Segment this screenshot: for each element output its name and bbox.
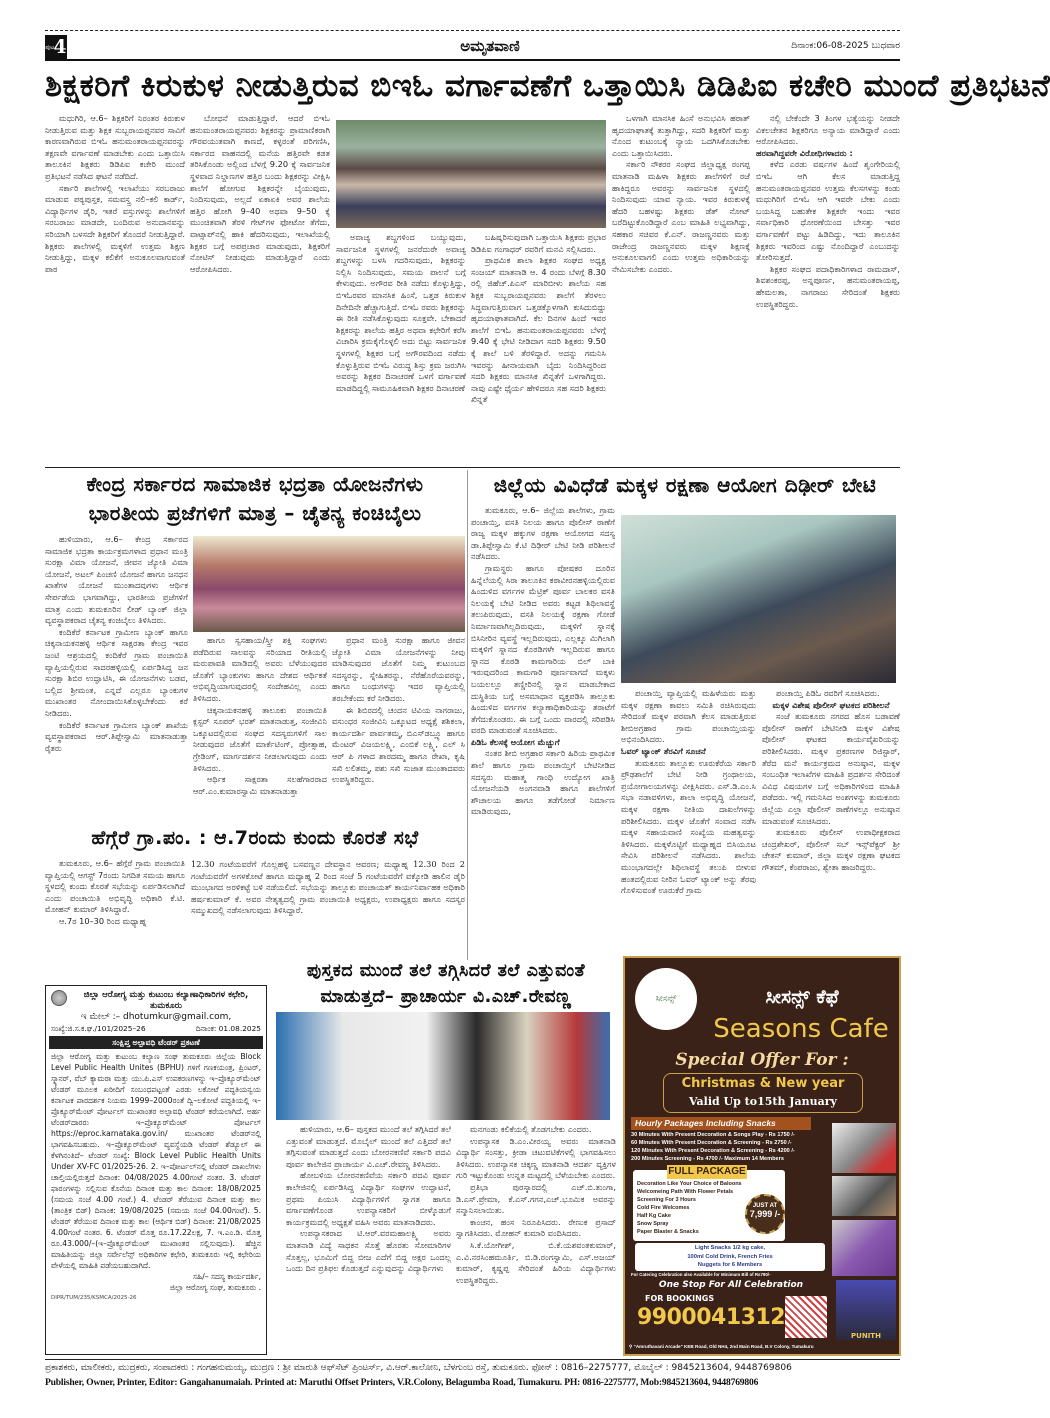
venue-photo-3 [836, 1280, 896, 1340]
hourly-list [631, 1131, 829, 1163]
article-paragraph: ಮನಗಂಡು ಕಲಿಕೆಯಲ್ಲಿ ತೊಡಗಬೇಕು ಎಂದರು. [470, 1124, 592, 1134]
hourly-item: 200 Minutes Screening - Rs 4700 /- Maximum 14 Members [631, 1156, 784, 1162]
hourly-item: 120 Minutes With Present Decoration & Screening - Rs 4200 /- [631, 1148, 795, 1154]
package-item: Snow Spray [637, 1221, 669, 1227]
article-paragraph: ಪ್ರತಿಭಾ ಪುರಸ್ಕಾರದಲ್ಲಿ ಎಚ್.ಬಿ.ತುಂಗಾ, ಡಿ.ಎಸ್.ಪ್ರೇಮಾ, ಕೆ.ಎಸ್.ಗಗನ,ಎಚ್.ಭೂಮಿಕ ಅವರನ್ನು ಸನ್ಮಾನಿಸಲಾಯಿತು. [456, 1181, 616, 1216]
article-paragraph: ಪಿಡಿಓ ಕೆಲಸಕ್ಕೆ ಆಯೋಗ ಮೆಚ್ಚುಗೆ [471, 736, 560, 747]
page-label: ಪುಟ [45, 43, 55, 51]
bookings-label: FOR BOOKINGS [645, 1294, 715, 1303]
header-rule [45, 59, 900, 61]
article-paragraph: ಹರವಾಗಿದ್ದವರೇ ವಿರೋಧಿಗಳಾದರು : [756, 147, 853, 158]
child-rights-col-3 [762, 688, 900, 956]
page-number-box [45, 35, 67, 59]
article-paragraph: ಪ್ರಾಥಮಿಕ ಶಾಲಾ ಶಿಕ್ಷಕರ ಸಂಘದ ಅಧ್ಯಕ್ಷ ಸಂಜಯ್ ಮಾತನಾಡಿ ಆ. 4 ರಂದು ಬೆಳಗ್ಗೆ 8.30 ರಲ್ಲಿ ಜಿಹೆಚ್.ಪಿಎಸ್ ಮಾರಿಬೀಳು ಶಾಲೆಯ ಸಹ ಶಿಕ್ಷಕ ಸುಬ್ಬರಾಯಪ್ಪನವರು ಶಾಲೆಗೆ ತೆರಳಲು ಸಿದ್ಧವಾಗುತ್ತಿರುವಾಗ ಒತ್ತಡಕ್ಕೊಳಗಾಗಿ ಕುಸಿದುಬಿದ್ದು ಹೃದಯಾಘಾತವಾಗಿದೆ. ಕೆಲ ದಿನಗಳ ಹಿಂದೆ ಇವರ ಶಾಲೆಗೆ ಬಿಇಓ ಹನುಮಂತರಾಯಪ್ಪನವರು ಬೆಳಗ್ಗೆ 9.40 ಕ್ಕೆ ಭೇಟಿ ನೀಡಿದಾಗ ಸದರಿ ಶಿಕ್ಷಕರು 9.50 ಕ್ಕೆ ಶಾಲೆ ಬಳಿ ತೆರಳಿದ್ದಾರೆ. ಅದನ್ನು ಗಮನಿಸಿ ಇವರನ್ನು ಹೀನಾಯವಾಗಿ ಬೈದು ನಿಂದಿಸಿದ್ದರಿಂದ ಸದರಿ ಶಿಕ್ಷಕರು ಮಾನಸಿಕ ಖಿನ್ನತೆಗೆ ಒಳಗಾಗಿದ್ದರು. ನಾವು ಎಷ್ಟೇ ಧೈರ್ಯ ಹೇಳಿದರೂ ಸಹ ಸದರಿ ಶಿಕ್ಷಕರು ಖಿನ್ನತೆ [471, 255, 606, 405]
price-badge [745, 1194, 785, 1234]
cafe-name-kannada: ಸೀಸನ್ಸ್ ಕೆಫೆ [765, 986, 839, 1008]
article-paragraph: ಉಪನ್ಯಾಸಕರಾದ ಟಿ.ಆರ್.ವರಮಹಾಲಕ್ಷ್ಮಿ ಅವರು ಮಾತನಾಡಿ ವಿದ್ಯೆ ಸಾಧಕನ ಸೊತ್ತೆ ಹೊರತು ಸೋಮಾರಿಗಳ ಸೊತ್ತಲ್ಲ, ಭೂಮಿಗೆ ಬಿದ್ದ ಬೀಜ ಎದೆಗೆ ಬಿದ್ದ ಅಕ್ಷರ ಒಂದಲ್ಲ ಒಂದು ದಿನ ಪ್ರತಿಫಲ ಕೊಡುತ್ತದೆ ಎನ್ನುವುದನ್ನು ವಿದ್ಯಾರ್ಥಿಗಳು [286, 1228, 451, 1274]
occasion-frame [663, 1073, 863, 1113]
venue-photo-1 [832, 1123, 896, 1173]
seasons-cafe-ad [623, 956, 901, 1356]
package-item: Half Kg Cake [637, 1213, 671, 1219]
package-item: Cold Fire Welcomes [637, 1205, 690, 1211]
government-seal-icon [51, 990, 67, 1006]
hourly-item: 60 Minutes With Present Decoration & Screening - Rs 2750 /- [631, 1140, 792, 1146]
snacks-line: Nuggets for 6 Members [697, 1262, 763, 1268]
article-paragraph: ಹುಳಿಯಾರು, ಆ.6– ಪುಸ್ತಕದ ಮುಂದೆ ತಲೆ ತಗ್ಗಿಸಿದರೆ ತಲೆ ಎತ್ತುವಂತೆ ಮಾಡುತ್ತದೆ. ಮೊಬೈಲ್ ಮುಂದೆ ತಲೆ ಎತ್ತಿದರೆ ತಲೆ ತಗ್ಗಿಸುವಂತೆ ಮಾಡುತ್ತದೆ ಎಂದು ಬೋರನಕಣಿವೆ ಸರ್ಕಾರಿ ಪದವಿ ಪೂರ್ವ ಕಾಲೇಜಿನ ಪ್ರಾಚಾರ್ಯ ವಿ.ಎಚ್.ರೇವಣ್ಣ ತಿಳಿಸಿದರು. [286, 1124, 451, 1169]
book-headline-1: ಪುಸ್ತಕದ ಮುಂದೆ ತಲೆ ತಗ್ಗಿಸಿದರೆ ತಲೆ ಎತ್ತುವಂತೆ [306, 961, 586, 981]
child-rights-col-2 [621, 688, 756, 956]
tender-date: ದಿನಾಂಕ: 01.08.2025 [195, 1024, 261, 1033]
lead-col-2 [190, 113, 330, 463]
social-security-headline-2: ಭಾರತೀಯ ಪ್ರಜೆಗಳಿಗೆ ಮಾತ್ರ – ಚೈತನ್ಯ ಕಂಚಿಬೈಲು [88, 501, 422, 525]
price-label: JUST AT [752, 1203, 778, 1209]
tender-ref: ಸಂಖ್ಯೆ:ಜಿ.ಸ.ಕ.ಘ./101/2025–26 [51, 1024, 146, 1033]
article-paragraph: ಬೋಧನೆ ಮಾಡುತ್ತಿದ್ದಾರೆ. ಆದರೆ ಬಿಇಓ ಹನುಮಂತರಾಯಪ್ಪನವರು ಶಿಕ್ಷಕರನ್ನು ಪ್ರಾಮಾಣಿಕರಾಗಿ ಗೌರವಯುತವಾಗಿ ಕಾಣದೆ, ಕಳ್ಳರಂತೆ ಪರಿಗಣಿಸಿ, ಸರ್ಕಾರದ ವಾಹನದಲ್ಲಿ ಮನೆಯ ಹತ್ತಿರವೇ ಕಡತ ತರಿಸಿಕೊಂಡು ಅಲ್ಲಿಂದ ಬೆಳಗ್ಗೆ 9.20 ಕ್ಕೆ ಸಾರ್ವಜನಿಕ ಸ್ಥಳವಾದ ನಿಲ್ದಾಣಗಳ ಹತ್ತಿರ ಬಂದು ಶಿಕ್ಷಕರನ್ನು ವೀಕ್ಷಿಸಿ ಶಾಲೆಗೆ ಹೋಗುವ ಶಿಕ್ಷಕರನ್ನೇ ಬೈಯುವುದು, ನಿಂದಿಸುವುದು, ಅಲ್ಲದೆ ಏಕಾಏಕಿ ಅವರ ಶಾಲೆಯ ಹತ್ತಿರ ಹೋಗಿ 9–40 ಅಥವಾ 9–50 ಕ್ಕೆ ಮುಂಚಿತವಾಗಿ ತೆರಳಿ ಗೇಟ್‌ಗಳ ಫೋಟೋ ತೆಗೆದು, ವಾಟ್ಸಾಪ್‌ನಲ್ಲಿ ಹಾಕಿ ಹೆದರಿಸುವುದು, ಇಲಾಖೆಯಲ್ಲಿ ಶಿಕ್ಷಕರ ಬಗ್ಗೆ ಅಪಪ್ರಚಾರ ಮಾಡುವುದು, ಶಿಕ್ಷಕರಿಗೆ ನೋಟಿಸ್ ನೀಡುವುದು ಮಾಡುತ್ತಿದ್ದಾರೆ ಎಂದು ಆರೋಪಿಸಿದರು. [190, 113, 330, 274]
article-paragraph: ಚಿಕ್ಕನಾಯಕನಹಳ್ಳಿ ತಾಲೂಕು ಪಂಚಾಯಿತಿ ಕ್ಲಸ್ಟರ್ ಸೂಪರ್ ಭರತ್ ಮಾತನಾಡುತ್ತ, ಸಂಜೀವಿನಿ ಒಕ್ಕೂಟದಲ್ಲಿರುವ ಸಂಘದ ಸದಸ್ಯರುಗಳಿಗೆ ಸಾಲ ನೀಡುವುದರ ಜೊತೆಗೆ ಮಾರ್ಕೆಟಿಂಗ್, ಪ್ರೋತ್ಸಾಹ, ಗ್ರೇಡಿಂಗ್, ಮಾರ್ಗದರ್ಶನ ನೀಡಲಾಗುವುದು ಎಂದು ತಿಳಿಸಿದರು. [193, 704, 327, 773]
article-paragraph: ಬಹಿಷ್ಕರಿಸುವುದಾಗಿ ಒತ್ತಾಯಿಸಿ ಶಿಕ್ಷಕರು ಪ್ರಭಾರ ಡಿಡಿಪಿಐ ಗಂಗಾಧರ್ ರವರಿಗೆ ಮನವಿ ಸಲ್ಲಿಸಿದರು. [471, 232, 606, 254]
article-paragraph: ಹೋಬಳಿಯ ಬೋರನಕಣಿವೆಯ ಸರ್ಕಾರಿ ಪದವಿ ಪೂರ್ವ ಕಾಲೇಜಿನಲ್ಲಿ ಏರ್ಪಡಿಸಿದ್ದ ವಿದ್ಯಾರ್ಥಿ ಸಂಘಗಳ ಉದ್ಘಾಟನೆ, ಪ್ರಥಮ ಪಿಯುಸಿ ವಿದ್ಯಾರ್ಥಿಗಳಿಗೆ ಸ್ವಾಗತ ಹಾಗೂ ವರ್ಗಾವಣೆಗೊಂಡ ಉಪನ್ಯಾಸಕರಿಗೆ ಬೀಳ್ಕೊಡುಗೆ ಕಾರ್ಯಕ್ರಮದಲ್ಲಿ ಅಧ್ಯಕ್ಷತೆ ವಹಿಸಿ ಅವರು ಮಾತನಾಡಿದರು. [286, 1170, 451, 1227]
article-paragraph: ಕಂದಿಕೆರೆ ಕರ್ನಾಟಕ ಗ್ರಾಮೀಣ ಬ್ಯಾಂಕ್ ಶಾಖೆಯ ವ್ಯವಸ್ಥಾಪಕರಾದ ಆರ್.ತಿಪ್ಪೇಸ್ವಾಮಿ ಮಾತನಾಡುತ್ತಾ ರೈತರು [45, 719, 188, 753]
tender-notice [45, 985, 267, 1355]
lead-headline: ಶಿಕ್ಷಕರಿಗೆ ಕಿರುಕುಳ ನೀಡುತ್ತಿರುವ ಬಿಇಓ ವರ್ಗಾವಣೆಗೆ ಒತ್ತಾಯಿಸಿ ಡಿಡಿಪಿಐ ಕಚೇರಿ ಮುಂದೆ ಪ್ರತಿಭಟನೆ [45, 68, 1050, 104]
catering-note: For Catering Celebration also Available for Minimum Bill of Rs790/- [631, 1272, 771, 1277]
lead-col-6 [756, 113, 900, 463]
package-item: Screening For 3 Hours [637, 1197, 696, 1203]
location-pin-icon: ⚲ [629, 1344, 634, 1349]
article-paragraph: ಶಿಕ್ಷಕರ ಸಂಘದ ಪದಾಧಿಕಾರಿಗಳಾದ ರಾಮದಾಸ್, ಶಿವಶಂಕರಪ್ಪ, ಅನ್ನಪೂರ್ಣ, ಹನುಮಂತರಾಯಪ್ಪ, ಹೇಮಲತಾ, ನಾಗರಾಜು ಸೇರಿದಂತೆ ಶಿಕ್ಷಕರು ಉಪಸ್ಥಿತರಿದ್ದರು. [756, 263, 900, 309]
column-rule [467, 470, 468, 960]
hourly-item: 30 Minutes With Present Decoration & Songs Play - Rs 1750 /- [631, 1132, 795, 1138]
tender-office: ಜಿಲ್ಲಾ ಆರೋಗ್ಯ ಮತ್ತು ಕುಟುಂಬ ಕಲ್ಯಾಣಾಧಿಕಾರಿಗಳ ಕಛೇರಿ, ತುಮಕೂರು [83, 990, 249, 1011]
heggere-col-1 [45, 858, 185, 976]
social-security-col-2 [193, 635, 327, 819]
valid-until: Valid Up to15th January [689, 1095, 837, 1108]
booking-phone: 9900041312 [637, 1305, 786, 1330]
article-paragraph: ಸರ್ಕಾರಿ ನೌಕರರ ಸಂಘದ ಜಿಲ್ಲಾಧ್ಯಕ್ಷ ರಂಗಪ್ಪ ಮಾತನಾಡಿ ಮಹಿಳಾ ಶಿಕ್ಷಕರು ಶಾಲೆಗಳಿಗೆ ರಜೆ ಹಾಕಿದ್ದರೂ ಅವರನ್ನು ಸಾರ್ವಜನಿಕ ಸ್ಥಳದಲ್ಲಿ ನಿಂದಿಸುವುದು ಯಾವ ನ್ಯಾಯ. ಇವರ ಕಿರುಕುಳಕ್ಕೆ ಹೆದರಿ ಬಹಳಷ್ಟು ಶಿಕ್ಷಕರು ಡೆತ್ ನೋಟ್ ಬರೆದಿಟ್ಟುಕೊಂಡಿದ್ದಾರೆ ಎಂಬ ಮಾಹಿತಿ ಲಭ್ಯವಾಗಿದ್ದು, ಸಹಕಾರ ಸಚಿವರ ಕೆ.ಎನ್. ರಾಜಣ್ಣನವರು ಮತ್ತು ರಾಜೇಂದ್ರ ರಾಜಣ್ಣನವರು ಮಕ್ಕಳ ಶಿಕ್ಷಣಕ್ಕೆ ಅನುಕೂಲವಾಗಲಿ ಎಂದು ಉತ್ತಮ ಅಧಿಕಾರಿಯನ್ನು ನೇಮಿಸಬೇಕು ಎಂದರು. [612, 159, 750, 274]
article-paragraph: ತುಮಕೂರು ತಾಲ್ಲೂಕು ಊರುಕೆರೆಯ ಸರ್ಕಾರಿ ಪ್ರೌಢಶಾಲೆಗೆ ಬೇಟಿ ನೀಡಿ ಗ್ರಂಥಾಲಯ, ಪ್ರಯೋಗಾಲಯಗಳನ್ನು ವೀಕ್ಷಿಸಿದರು. ಎಸ್.ಡಿ.ಎಂ.ಸಿ ಸಭಾ ನಡಾವಳಿಗಳು, ಶಾಲಾ ಅಭಿವೃದ್ಧಿ ಯೋಜನೆ, ಮಕ್ಕಳ ರಕ್ಷಣಾ ನೀತಿಯ ದಾಖಲೆಗಳನ್ನು ಪರಿಶೀಲಿಸಿದರು. ಮಕ್ಕಳ ಜೊತೆಗೆ ಸಂವಾದ ನಡೆಸಿ ಮಕ್ಕಳ ಸಹಾಯವಾಣಿ ಸಂಖ್ಯೆಯ ಮಹತ್ವವನ್ನು ತಿಳಿಸಿದರು. ಮಕ್ಕಳೊಟ್ಟಿಗೆ ಮಧ್ಯಾಹ್ನದ ಬಿಸಿಯೂಟ ಸೇವಿಸಿ ಪರಿಶೀಲನೆ ನಡೆಸಿದರು. ಶಾಲೆಯ ಮುಂಭಾಗದಲ್ಲೇ ಶಿಥಿಲಾವಸ್ಥೆ ತಲುಪಿ ಬೀಳುವ ಹಂತದಲ್ಲಿರುವ ನೀರಿನ ಓವರ್ ಟ್ಯಾಂಕ್ ಅನ್ನು ತೆರವು ಗೊಳಿಸುವಂತೆ ಊರುಕೆರೆ ಗ್ರಾಮ [621, 757, 756, 896]
article-paragraph: ನಂತರ ಶೀಬಿ ಅಗ್ರಹಾರ ಸರ್ಕಾರಿ ಹಿರಿಯ ಪ್ರಾಥಮಿಕ ಶಾಲೆ ಹಾಗೂ ಗ್ರಾಮ ಪಂಚಾಯ್ತಿಗೆ ಬೇಟಿನೀಡಿದ ಸದಸ್ಯರು ಮಹಾತ್ಮ ಗಾಂಧಿ ಉದ್ಯೋಗ ಖಾತ್ರಿ ಯೋಜನೆಯಡಿ ಅಂಗನವಾಡಿ ಹಾಗೂ ಶಾಲೆಗಳಿಗೆ ಶೌಚಾಲಯ ಹಾಗೂ ತಡೆಗೋಡೆ ನಿರ್ಮಾಣ ಮಾಡಿರುವುದು, [471, 748, 615, 817]
tender-sign-2: ಜಿಲ್ಲಾ ಆರೋಗ್ಯ ಸಂಘ, ತುಮಕೂರು . [169, 1283, 261, 1292]
tender-body: ಜಿಲ್ಲಾ ಆರೋಗ್ಯ ಮತ್ತು ಕುಟುಂಬ ಕಲ್ಯಾಣ ಸಂಘ ತುಮಕೂರು ಜಿಲ್ಲೆಯ Block Level Public Health Unites (BPHU) ಗಳಿಗೆ ಗಣಕಯಂತ್ರ, ಪ್ರಿಂಟರ್, ಸ್ಕ್ಯಾನರ್, ವೆಬ್ ಕ್ಯಾಮರಾ ಮತ್ತು ಯು.ಪಿ.ಎಸ್ ಉಪಕರಣಗಳನ್ನು ಇ–ಪ್ರೊಕ್ಯೂರ್‌ಮೆಂಟ್ ಟೆಂಡರ್ ಮೂಲಕ ಖರೀದಿಗೆ ಸಂಬಂಧಪಟ್ಟಂತೆ ಎರಡು ಲಕೋಟೆ ಪದ್ಧತಿಯನ್ವಯ ಕರ್ನಾಟಕ ಪಾರದರ್ಶಕ ನಿಯಮ 1999–2000ರಂತೆ ದ್ವಿ–ಲಕೋಟೆ ಪದ್ಧತಿಯಲ್ಲಿ ಇ–ಪ್ರೊಕ್ಯೂರ್‌ಮೆಂಟ್ ಪೋರ್ಟಲ್ ಮುಖಾಂತರ ಅಲ್ಪಾವಧಿ ಟೆಂಡರ್ ಕರೆಯಲಾಗಿದೆ. ಅರ್ಹ ಟೆಂಡರ್‌ದಾರರು ಇ–ಪ್ರೊಕ್ಯೂರ್‌ಮೆಂಟ್ ಪೋರ್ಟಲ್ https://eproc.karnataka.gov.in/ ಮುಖಾಂತರ ಟೆಂಡರ್‌ನಲ್ಲಿ ಭಾಗವಹಿಸಬಹುದು. ಇ–ಪ್ರೊಕ್ಯೂರ್‌ಮೆಂಟ್ ವ್ಯವಸ್ಥೆಯಡಿ ಟೆಂಡರ್ ಶೆಡ್ಯೂಲ್ ಈ ಕೆಳಗಿನಂತಿದೆ– ಟೆಂಡರ್ ಸಂಖ್ಯೆ: Block Level Public Health Units Under XV-FC 01/2025-26. 2. ಇ–ಪೋರ್ಟಲ್‌ನಲ್ಲಿ ಟೆಂಡರ್ ದಾಖಲೆಗಳು ಚಾಲ್ತಿಯಲ್ಲಿರುತ್ತದೆ ದಿನಾಂಕ: 04/08/2025 4.00ಗಂಟೆ ನಂತರ. 3. ಟೆಂಡರ್ ಫಾರಂಗಳನ್ನು ಸಲ್ಲಿಸುವ ಕೊನೆಯ ದಿನಾಂಕ ಮತ್ತು ಕಾಲ ದಿನಾಂಕ: 18/08/2025 (ಸಮಯ ಸಂಜೆ 4.00 ಗಂಟೆ.) 4. ಟೆಂಡರ್ ತೆರೆಯುವ ದಿನಾಂಕ ಮತ್ತು ಕಾಲ (ತಾಂತ್ರಿಕ ಬಿಡ್) ದಿನಾಂಕ: 19/08/2025 (ಸಮಯ ಸಂಜೆ 04.00ಗಂಟೆ). 5. ಟೆಂಡರ್ ತೆರೆಯುವ ದಿನಾಂಕ ಮತ್ತು ಕಾಲ (ಆರ್ಥಿಕ ಬಿಡ್) ದಿನಾಂಕ: 21/08/2025 4.00ಗಂಟೆ ನಂತರ. 6. ಟೆಂಡರ್ ಮೊತ್ತ ರೂ.17.22ಲಕ್ಷ, 7. ಇ.ಎಂ.ಡಿ. ಮೊತ್ತ ರೂ.43.000/–(ಇ–ಪ್ರೊಕ್ಯೂರ್‌ಮೆಂಟ್ ಮುಖಾಂತರ ಸಲ್ಲಿಸುವುದು). ಹೆಚ್ಚಿನ ಮಾಹಿತಿಯನ್ನು ಜಿಲ್ಲಾ ಸರ್ವೇಲೆನ್ಸ್ ಅಧಿಕಾರಿಗಳ ಕಛೇರಿ, ತುಮಕೂರು ಇಲ್ಲಿ ಕಛೇರಿಯ ವೇಳೆಯಲ್ಲಿ ಮಾಹಿತಿ ಪಡೆಯಬಹುದಾಗಿದೆ. [51, 1052, 261, 1270]
child-rights-photo-classroom [621, 515, 896, 683]
article-paragraph: ಪಂಚಾಯ್ತಿ ವ್ಯಾಪ್ತಿಯಲ್ಲಿ ಮಹಿಳೆಯರು ಮತ್ತು ಮಕ್ಕಳ ರಕ್ಷಣಾ ಕಾವಲು ಸಮಿತಿ ರಚಿಸಿರುವುದು ಸೇರಿದಂತೆ ಮಕ್ಕಳ ಪರವಾಗಿ ಕೆಲಸ ಮಾಡುತ್ತಿರುವ ಶೀಬಿಅಗ್ರಹಾರ ಗ್ರಾಮ ಪಂಚಾಯ್ತಿಯನ್ನು ಅಭಿನಂದಿಸಿದರು. [621, 688, 756, 745]
balloon-photo [832, 1220, 896, 1276]
tender-email: ಇ ಮೇಲ್ :– dhotumkur@gmail.com, [80, 1012, 232, 1022]
article-paragraph: ಪ್ರಧಾನ ಮಂತ್ರಿ ಸುರಕ್ಷಾ ಹಾಗೂ ಜೀವನ ಜ್ಯೋತಿ ವಿಮಾ ಯೋಜನೆಗಳನ್ನು ನೀವು ಮಾಡಿಸುವುದರ ಜೊತೆಗೆ ನಿಮ್ಮ ಕುಟುಂಬದ ಸದಸ್ಯರನ್ನು, ಸ್ನೇಹಿತರನ್ನು, ನೆರೆಹೊರೆಯವರನ್ನು, ಹಾಗೂ ಬಂಧುಗಳನ್ನು ಇದರ ವ್ಯಾಪ್ತಿಯಲ್ಲಿ ತರಬೇಕೆಂದು ಕರೆ ನೀಡಿದರು. [332, 635, 465, 703]
book-col-1 [286, 1124, 451, 1355]
article-paragraph: ಕಾಂಚನ, ಹಂಸ ನಿರೂಪಿಸಿದರು. ರೇಣುಕ ಪ್ರಸಾದ್ ಸ್ವಾಗತಿಸಿದರು. ಮೋಹನ್ ಕುಮಾರಿ ವಂದಿಸಿದರು. [456, 1216, 616, 1239]
tender-title: ಸಂಕ್ಷಿಪ್ತ ಅಲ್ಪಾವಧಿ ಟೆಂಡರ್ ಪ್ರಕಟಣೆ [49, 1036, 263, 1049]
heggere-headline: ಹೆಗ್ಗೆರೆ ಗ್ರಾ.ಪಂ. : ಆ.7ರಂದು ಕುಂದು ಕೊರತೆ ಸಭೆ [91, 827, 419, 849]
article-paragraph: ಮಧುಗಿರಿ, ಆ.6– ಶಿಕ್ಷಕರಿಗೆ ನಿರಂತರ ಕಿರುಕುಳ ನೀಡುತ್ತಿರುವ ಮತ್ತು ಶಿಕ್ಷಕ ಸುಬ್ಬರಾಯಪ್ಪನವರ ಸಾವಿಗೆ ಕಾರಣವಾಗಿರುವ ಬಿಇಓ ಹನುಮಂತರಾಯಪ್ಪನವರನ್ನು ತಕ್ಷಣವೇ ವರ್ಗಾವಣೆ ಮಾಡಬೇಕು ಎಂದು ಒತ್ತಾಯಿಸಿ ತಾಲೂಕಿನ ಶಿಕ್ಷಕರು ಡಿಡಿಪಿಐ ಕಚೇರಿ ಮುಂದೆ ಪ್ರತಿಭಟನೆ ನಡೆಸಿದ ಘಟನೆ ನಡೆದಿದೆ. [45, 113, 185, 181]
tagline: One Stop For All Celebration [658, 1280, 804, 1290]
venue-photo-2 [832, 1176, 896, 1216]
footer-rule [45, 1359, 900, 1360]
article-paragraph: ಮಕ್ಕಳ ವಿಶೇಷ ಪೊಲೀಸ್ ಘಟಕದ ಪರಿಶೀಲನೆ [772, 699, 890, 710]
article-paragraph: ತುಮಕೂರು, ಆ.6– ಹೆಗ್ಗೆರೆ ಗ್ರಾಮ ಪಂಚಾಯಿತಿ ವ್ಯಾಪ್ತಿಯಲ್ಲಿ ಆಗಸ್ಟ್ 7ರಂದು ನಿಗದಿತ ಸಮಯ ಹಾಗೂ ಸ್ಥಳದಲ್ಲಿ ಕುಂದು ಕೊರತೆ ಸಭೆಯನ್ನು ಏರ್ಪಡಿಸಲಾಗಿದೆ ಎಂದು ಪಂಚಾಯಿತಿ ಅಭಿವೃದ್ಧಿ ಅಧಿಕಾರಿ ಕೆ.ಟಿ. ಮೋಹನ್ ಕುಮಾರ್ ತಿಳಿಸಿದ್ದಾರೆ. [45, 858, 185, 915]
tender-code: DIPR/TUM/235/KSMCA/2025-26 [51, 1295, 137, 1301]
article-paragraph: ಅವಾಚ್ಯ ಶಬ್ದಗಳಿಂದ ಬಯ್ಯುವುದು, ಸಾರ್ವಜನಿಕ ಸ್ಥಳಗಳಲ್ಲಿ ಜನರೆದುರೇ ಅವಾಚ್ಯ ಶಬ್ದಗಳನ್ನು ಬಳಸಿ ಗದರಿಸುವುದು, ಶಿಕ್ಷಕರನ್ನು ನಿಲ್ಲಿಸಿ ನಿಂದಿಸುವುದು, ಸಮಯ ಪಾಲನೆ ಬಗ್ಗೆ ಕೇಳುವುದು. ಅಗೌರವ ರೀತಿ ನಡೆದು ಕೊಳ್ಳುತ್ತಿದ್ದು, ಬಿಇಓರವರ ಮಾನಸಿಕ ಹಿಂಸೆ, ಒತ್ತಡ ಕಿರುಕುಳ ದಿನೇದಿನೇ ಹೆಚ್ಚಾಗುತ್ತಿದೆ. ಬಿಇಓ ರವರು ಶಿಕ್ಷಕರನ್ನು ಈ ರೀತಿ ನಡೆಸಿಕೊಳ್ಳುವುದು ಸೂಕ್ತವೇ. ಬೇಕಾದರೆ ಶಿಕ್ಷಕರನ್ನು ಶಾಲೆಯ ಹತ್ತಿರ ಅಥವಾ ಕಛೇರಿಗೆ ಕರೆಸಿ ವಿಚಾರಿಸಿ ಕ್ರಮಕೈಗೊಳ್ಳಲಿ ಅದು ಬಿಟ್ಟು ಸಾರ್ವಜನಿಕ ಸ್ಥಳಗಳಲ್ಲಿ ಶಿಕ್ಷಕರ ಬಗ್ಗೆ ಅಗೌರವದಿಂದ ನಡೆದು ಕೊಳ್ಳುತ್ತಿರುವ ಬಿಇಓ ವಿರುದ್ಧ ಶಿಸ್ತು ಕ್ರಮ ಜರುಗಿಸಿ ಅವರನ್ನು ಶಿಕ್ಷಕರ ದಿನಾಚರಣೆ ಒಳಗೆ ವರ್ಗಾವಣೆ ಮಾಡದಿದ್ದಲ್ಲಿ ಸಾಮೂಹಿಕವಾಗಿ ಶಿಕ್ಷಕರ ದಿನಾಚರಣೆ [336, 232, 466, 393]
package-item: Welcomeing Path With Flower Petals [637, 1189, 734, 1195]
article-paragraph: ಗ್ರಾಮಸ್ಥರು ಹಾಗೂ ಪೋಷಕರ ದೂರಿನ ಹಿನ್ನೆಲೆಯಲ್ಲಿ ಸಿರಾ ತಾಲೂಕಿನ ಕಠಾವೀರನಹಳ್ಳಿಯಲ್ಲಿರುವ ಹಿಂದುಳಿದ ವರ್ಗಗಳ ಮೆಟ್ರಿಕ್ ಪೂರ್ವ ಬಾಲಕರ ವಸತಿ ನಿಲಯಕ್ಕೆ ಬೇಟಿ ನೀಡಿದ ಅವರು ಕಟ್ಟಡ ಶಿಥಿಲಾವಸ್ಥೆ ತಲುಪಿರುವುದು, ವಸತಿ ನಿಲಯಕ್ಕೆ ರಕ್ಷಣಾ ಗೋಡೆ ನಿರ್ಮಾಣವಾಗಿಲ್ಲದಿರುವುದು, ಮಕ್ಕಳಿಗೆ ಸ್ನಾನಕ್ಕೆ ಬಿಸಿನೀರಿನ ವ್ಯವಸ್ಥೆ ಇಲ್ಲದಿರುವುದು, ಎಲ್ಲಕ್ಕೂ ಮಿಗಿಲಾಗಿ ಮಕ್ಕಳಿಗೆ ಸ್ನಾನದ ಕೊಠಡಿಗಳೇ ಇಲ್ಲದಿರುವ ಹಾಗೂ ಸ್ನಾನದ ಕೊಠಡಿ ಕಾಮಗಾರಿಯ ಬಿಲ್ ಬಾಕಿ ಇರುವುದರಿಂದ ಕಾಮಗಾರಿ ಪೂರ್ಣವಾಗದೆ ಮಕ್ಕಳು ಬಯಲಲ್ಲೂ ತಣ್ಣೀರಿನಲ್ಲಿ ಸ್ನಾನ ಮಾಡಬೇಕಾದ ದುಸ್ಥಿತಿಯ ಬಗ್ಗೆ ಅಸಮಾಧಾನ ವ್ಯಕ್ತಪಡಿಸಿ ತಾಲ್ಲೂಕು ಹಿಂದುಳಿದ ವರ್ಗಗಳ ಕಲ್ಯಾಣಾಧಿಕಾರಿಯನ್ನು ತರಾಟೆಗೆ ತೆಗೆದುಕೊಂಡರು. ಈ ಬಗ್ಗೆ ಒಂದು ವಾರದಲ್ಲಿ ಸರಿಪಡಿಸಿ ವರದಿ ಮಾಡುವಂತೆ ಸೂಚಿಸಿದರು. [471, 562, 615, 736]
occasion: Christmas & New year [681, 1076, 845, 1091]
article-paragraph: ಪಂಚಾಯ್ತಿ ಪಿಡಿಓ ರವರಿಗೆ ಸೂಚಿಸಿದರು. [776, 688, 880, 698]
full-package-title: FULL PACKAGE [668, 1166, 746, 1177]
snacks-box [635, 1243, 825, 1271]
snacks-line: Light Snacks 1/2 kg cake, [694, 1245, 766, 1251]
child-rights-col-1 [471, 505, 615, 955]
cafe-logo-text: ಸೀಸನ್ಸ್ [655, 994, 677, 1004]
article-paragraph: ಆ.7ರ 10–30 ರಿಂದ ಮಧ್ಯಾಹ್ನ [59, 915, 147, 926]
article-paragraph: ಹುಳಿಯಾರು, ಆ.6– ಕೇಂದ್ರ ಸರ್ಕಾರದ ಸಾಮಾಜಿಕ ಭದ್ರತಾ ಕಾರ್ಯಕ್ರಮಗಳಾದ ಪ್ರಧಾನ ಮಂತ್ರಿ ಸುರಕ್ಷಾ ವಿಮಾ ಯೋಜನೆ, ಜೀವನ ಜ್ಯೋತಿ ವಿಮಾ ಯೋಜನೆ, ಅಟಲ್ ಪಿಂಚಣಿ ಯೋಜನೆ ಹಾಗೂ ಜನಧನ ಖಾತೆಗಳ ಯೋಜನೆ ಮುಂತಾದವುಗಳು ಆರ್ಥಿಕ ಸೇರ್ಪಡೆಯ ಭಾಗವಾಗಿದ್ದು, ಭಾರತೀಯ ಪ್ರಜೆಗಳಿಗೆ ಮಾತ್ರ ಎಂದು ತುಮಕೂರಿನ ಲೀಡ್ ಬ್ಯಾಂಕ್ ಜಿಲ್ಲಾ ವ್ಯವಸ್ಥಾಪಕರಾದ ಚೈತನ್ಯ ಕಂಚಿಬೈಲು ತಿಳಿಸಿದರು. [45, 534, 188, 626]
article-paragraph: ತುಮಕೂರು ಪೊಲೀಸ್ ಉಪಾಧೀಕ್ಷಕರಾದ ಚಂದ್ರಶೇಖರ್, ಪೊಲೀಸ್ ಸಬ್ ಇನ್ಸ್‌ಪೆಕ್ಟರ್ ಶ್ರೀ ಚೇತನ್ ಕುಮಾರ್, ಜಿಲ್ಲಾ ಮಕ್ಕಳ ರಕ್ಷಣಾ ಘಟಕದ ಗೌತಮ್, ಕೆಂಪರಾಜು, ಶ್ವೇತಾ ಹಾಜರಿದ್ದರು. [762, 827, 900, 872]
price: 7,999 /- [749, 1209, 781, 1219]
cafe-name-english: Seasons Cafe [713, 1014, 889, 1044]
social-security-photo [193, 536, 465, 632]
section-divider [45, 467, 900, 468]
package-item: Decoration Like Your Choice of Baloons [637, 1181, 742, 1187]
lead-col-5 [612, 113, 750, 463]
article-paragraph: ಸರ್ಕಾರಿ ಶಾಲೆಗಳಲ್ಲಿ ಇಲಾಖೆಯು ಸರಬರಾಜು ಮಾಡುವ ಪಠ್ಯಪುಸ್ತಕ, ಸಮವಸ್ತ್ರ ನಲಿ–ಕಲಿ ಕಾರ್ಡ್, ವಿದ್ಯಾರ್ಥಿಗಳ ಡೈರಿ, ಇತರೆ ವಸ್ತುಗಳನ್ನು ಶಾಲೆಗಳಿಗೆ ಸರಬರಾಜು ಮಾಡದೇ, ಬಂದಿರುವ ಅನುದಾನವನ್ನು ಸರಿಯಾಗಿ ಬಳಸದೇ ಶಿಕ್ಷಕರಿಗೆ ತೊಂದರೆ ನೀಡುತ್ತಿದ್ದಾರೆ. ಶಿಕ್ಷಕರು ಶಾಲೆಗಳಲ್ಲಿ ಮಕ್ಕಳಿಗೆ ಉತ್ತಮ ಶಿಕ್ಷಣ ನೀಡುತ್ತಿದ್ದು, ಮಕ್ಕಳ ಕಲಿಕೆಗೆ ಅನುಕೂಲವಾಗುವಂತೆ ಪಾಠ [45, 182, 185, 274]
article-paragraph: ಹಾಗೂ ಸ್ವಸಹಾಯ/ಸ್ತ್ರೀ ಶಕ್ತಿ ಸಂಘಗಳು ಪಡೆದಿರುವ ಸಾಲವನ್ನು ಸರಿಯಾದ ರೀತಿಯಲ್ಲಿ ಮರುಪಾವತಿ ಮಾಡಿದಲ್ಲಿ ಅವರು ಬೆಳೆಯುವುದರ ಜೊತೆಗೆ ಬ್ಯಾಂಕುಗಳು ಹಾಗೂ ದೇಶದ ಆರ್ಥಿಕತೆ ಅಭಿವೃದ್ಧಿಯಾಗುವುದರಲ್ಲಿ ಸಂದೇಹವಿಲ್ಲ ಎಂದು ತಿಳಿಸಿದರು. [193, 635, 327, 703]
social-security-col-1 [45, 534, 188, 819]
hourly-title: Hourly Packages Including Snacks [631, 1117, 811, 1130]
heggere-col-2: 12.30 ಗಂಟೆಯವರೆಗೆ ಗೊಲ್ಲಹಳ್ಳಿ ಬಸವಣ್ಣನ ದೇವಸ್ಥಾನ ಆವರಣ; ಮಧ್ಯಾಹ್ನ 12.30 ರಿಂದ 2 ಗಂಟೆಯವರೆಗೆ ಅಗಳಕೋಟೆ ಹಾಗೂ ಮಧ್ಯಾಹ್ನ 2 ರಿಂದ ಸಂಜೆ 5 ಗಂಟೆಯವರೆಗೆ ವಕ್ಕೋಡಿ ಹಾಲಿನ ಡೈರಿ ಮುಂಭಾಗದ ಅರಳಿಕಟ್ಟೆ ಬಳಿ ನಡೆಯಲಿದೆ. ಸಭೆಯನ್ನು ತಾಲ್ಲೂಕು ಪಂಚಾಯತ್ ಕಾರ್ಯನಿರ್ವಾಹಕ ಅಧಿಕಾರಿ ಹರ್ಷಕುಮಾರ್ ಕೆ. ಅವರ ನೇತೃತ್ವದಲ್ಲಿ ಗ್ರಾಮ ಪಂಚಾಯಿತಿ ಅಧ್ಯಕ್ಷರು, ಉಪಾಧ್ಯಕ್ಷರು ಹಾಗೂ ಸದಸ್ಯರ ಸಮ್ಮುಖದಲ್ಲಿ ನಡೆಸಲಾಗುವುದು ತಿಳಿಸಿದ್ದಾರೆ. [191, 859, 465, 916]
package-item: Paper Blaster & Snacks [637, 1229, 699, 1235]
lead-col-1 [45, 113, 185, 463]
cafe-address [629, 1344, 899, 1350]
photo-label: PUNITH [851, 1332, 881, 1340]
article-paragraph: ನಲ್ಲಿ ಬೇಕೆಂದೇ 3 ತಿಂಗಳ ಭತ್ಯೆಯನ್ನು ನೀಡದೇ ವಿಕಲಚೇತನ ಶಿಕ್ಷಕರಿಗೂ ಅನ್ಯಾಯ ಮಾಡಿದ್ದಾರೆ ಎಂದು ಆರೋಪಿಸಿದರು. [756, 113, 900, 147]
top-dashed-rule [45, 30, 900, 31]
article-paragraph: ತುಮಕೂರು, ಆ.6– ಜಿಲ್ಲೆಯ ಶಾಲೆಗಳು, ಗ್ರಾಮ ಪಂಚಾಯ್ತಿ, ವಸತಿ ನಿಲಯ ಹಾಗೂ ಪೊಲೀಸ್ ಠಾಣೆಗೆ ರಾಜ್ಯ ಮಕ್ಕಳ ಹಕ್ಕುಗಳ ರಕ್ಷಣಾ ಆಯೋಗದ ಸದಸ್ಯ ಡಾ.ತಿಪ್ಪೇಸ್ವಾಮಿ ಕೆ.ಟಿ ದಿಢೀರ್ ಬೇಟಿ ನೀಡಿ ಪರಿಶೀಲನೆ ನಡೆಸಿದರು. [471, 505, 615, 562]
offer-title: Special Offer For : [675, 1050, 849, 1070]
article-paragraph: ಆರ್ಥಿಕ ಸಾಕ್ಷರತಾ ಸಲಹೆಗಾರರಾದ ಆರ್.ಎಂ.ಕುಮಾರಸ್ವಾಮಿ ಮಾತನಾಡುತ್ತಾ [193, 774, 327, 796]
address-text: "Amruthavani Arcade" KEB Road, Old NH4, 2nd Main Road, B.V Colony, Tumakuru [633, 1344, 814, 1349]
child-rights-headline: ಜಿಲ್ಲೆಯ ವಿವಿಧೆಡೆ ಮಕ್ಕಳ ರಕ್ಷಣಾ ಆಯೋಗ ದಿಢೀರ್ ಬೇಟಿ [493, 473, 877, 497]
page-number: 4 [53, 36, 67, 58]
masthead: ಅಮೃತವಾಣಿ [460, 37, 520, 55]
snacks-line: 100ml Cold Drink, French Fries [687, 1253, 773, 1260]
article-paragraph: ಸಿ.ಕೆ.ಯೋಗೀಶ್, ಬಿ.ಕೆ.ಯಶವಂತಕುಮಾರ್, ಎ.ವಿ.ನರಸಿಂಹಮೂರ್ತಿ, ಬಿ.ಡಿ.ರಂಗಸ್ವಾಮಿ, ಎಸ್.ಅಜಯ್ ಕುಮಾರ್, ಕೃಷ್ಣಪ್ಪ ಸೇರಿದಂತೆ ಹಿರಿಯ ವಿದ್ಯಾರ್ಥಿಗಳು ಉಪಸ್ಥಿತರಿದ್ದರು. [456, 1239, 616, 1285]
lead-col-4 [471, 232, 606, 463]
book-col-2 [456, 1124, 616, 1355]
cafe-logo [635, 968, 697, 1030]
article-paragraph: ಈ ಶಿಬಿರದಲ್ಲಿ ಚಂದನ ಟಿವಿಯ ನಾಗರಾಜು, ವಸುಂಧರ ಸಂಜೀವಿನಿ ಒಕ್ಕೂಟದ ಅಧ್ಯಕ್ಷೆ ಶಶಿಕಲಾ, ಕಾರ್ಯದರ್ಶಿ ಪಾರ್ವತಮ್ಮ, ಬಿಎಸ್‌ಡಬ್ಲ್ಯೂ ಹಾಗೂ ಮೆಂಟರ್ ವಿಜಯಲಕ್ಷ್ಮಿ, ಎಂಬಿಕೆ ಲಕ್ಷ್ಮಿ, ಎಲ್ ಸಿ ಆರ್ ಪಿ ಗಳಾದ ಶಾರದಮ್ಮ ಹಾಗೂ ರೇಖಾ, ಕೃಷಿ ಸಖಿ ಲಲಿತಮ್ಮ, ಪಶು ಸಖಿ ಸುಜಾತ ಮುಂತಾದವರು ಉಪಸ್ಥಿತರಿದ್ದರು. [332, 704, 465, 785]
book-headline-2: ಮಾಡುತ್ತದೆ– ಪ್ರಾಚಾರ್ಯ ವಿ.ಎಚ್.ರೇವಣ್ಣ [320, 987, 572, 1007]
qr-code-icon [785, 1296, 827, 1338]
article-paragraph: ಉಪನ್ಯಾಸಕ ಡಿ.ಎಂ.ವೀರಯ್ಯ ಅವರು ಮಾತನಾಡಿ ವಿದ್ಯಾರ್ಥಿ ಸಂಸತ್ತು, ಕ್ರೀಡಾ ಚಟುವಟಿಕೆಗಳಲ್ಲಿ ಭಾಗವಹಿಸಲು ತಿಳಿಸಿದರು. ಉಪನ್ಯಾಸಕ ಚಿಕ್ಕಣ್ಣ ಮಾತನಾಡಿ ಆದರ್ಶ ವ್ಯಕ್ತಿಗಳ ಗುರಿ ಇಟ್ಟುಕೊಂಡು ಉನ್ನತ ಮಟ್ಟದಲ್ಲಿ ಬೆಳೆಯಬೇಕು ಎಂದರು. [456, 1135, 616, 1181]
lead-photo-protest [336, 120, 606, 228]
imprint-english: Publisher, Owner, Printer, Editor: Gangahanumaiah. Printed at: Maruthi Offset Printers, V.R.Colony, Belagumba Road, Tumakuru. PH: 0816-2275777, Mob:9845213604, 9448769806 [45, 1377, 759, 1388]
article-paragraph: ಓವರ್ ಟ್ಯಾಂಕ್ ತೆರವಿಗೆ ಸೂಚನೆ [621, 745, 706, 756]
article-paragraph: ಸಂಜೆ ತುಮಕೂರು ನಗರದ ಹೊಸ ಬಡಾವಣೆ ಪೊಲೀಸ್ ಠಾಣೆಗೆ ಬೇಟಿನೀಡಿ ಮಕ್ಕಳ ವಿಶೇಷ ಪೊಲೀಸ್ ಘಟಕದ ಕಾರ್ಯವೈಖರಿಯನ್ನು ಪರಿಶೀಲಿಸಿದರು. ಮಕ್ಕಳ ಪ್ರಕರಣಗಳ ರಿಜಿಸ್ಟಾರ್, ತೆರೆದ ಮನೆ ಕಾರ್ಯಕ್ರಮದ ಅನುಷ್ಠಾನ, ಮಕ್ಕಳ ಸಂಬಂಧಿತ ಇಲಾಖೆಗಳ ಮಾಹಿತಿ ಪ್ರದರ್ಶನ ಸೇರಿದಂತೆ ವಿವಿಧ ವಿಷಯಗಳ ಬಗ್ಗೆ ಅಧಿಕಾರಿಗಳಿಂದ ಮಾಹಿತಿ ಪಡೆದರು. ಇಲ್ಲಿ ಗಮನಿಸಿದ ಅಂಶಗಳನ್ನು ತುಮಕೂರು ಜಿಲ್ಲೆಯ ಎಲ್ಲಾ ಪೊಲೀಸ್ ಠಾಣೆಗಳಲ್ಲೂ ಅನುಷ್ಠಾನ ಮಾಡುವಂತೆ ಸೂಚಿಸಿದರು. [762, 711, 900, 826]
book-photo-lamp-lighting [276, 1012, 610, 1120]
imprint-kannada: ಪ್ರಕಾಶಕರು, ಮಾಲೀಕರು, ಮುದ್ರಕರು, ಸಂಪಾದಕರು : ಗಂಗಹನುಮಯ್ಯ, ಮುದ್ರಣ : ಶ್ರೀ ಮಾರುತಿ ಆಫ್‌ಸೆಟ್ ಪ್ರಿಂಟರ್ಸ್, ವಿ.ಆರ್.ಕಾಲೋನಿ, ಬೆಳಗುಂಬ ರಸ್ತೆ, ತುಮಕೂರು. ಫೋನ್ : 0816–2275777, ಮೊಬೈಲ್ : 9845213604, 9448769806 [45, 1363, 792, 1373]
article-paragraph: ಒಳಗಾಗಿ ಮಾನಸಿಕ ಹಿಂಸೆ ಅನುಭವಿಸಿ ಹಠಾತ್ ಹೃದಯಾಘಾತಕ್ಕೆ ತುತ್ತಾಗಿದ್ದು, ಸದರಿ ಶಿಕ್ಷಕರಿಗೆ ಮತ್ತು ನೊಂದ ಕುಟುಂಬಕ್ಕೆ ನ್ಯಾಯ ಒದಗಿಸಿಕೊಡಬೇಕು ಎಂದು ಒತ್ತಾಯಿಸಿದರು. [612, 113, 750, 158]
lead-col-3 [336, 232, 466, 463]
issue-date: ದಿನಾಂಕ:06-08-2025 ಬುಧವಾರ [791, 41, 900, 51]
full-package-list [637, 1180, 745, 1236]
social-security-col-3 [332, 635, 465, 819]
social-security-headline-1: ಕೇಂದ್ರ ಸರ್ಕಾರದ ಸಾಮಾಜಿಕ ಭದ್ರತಾ ಯೋಜನೆಗಳು [86, 472, 424, 496]
tender-sign-1: ಸಹಿ/– ಸದಸ್ಯ ಕಾರ್ಯದರ್ಶಿ, [192, 1272, 261, 1281]
article-paragraph: ಕಳೆದ ಎರಡು ವರ್ಷಗಳ ಹಿಂದೆ ಶೃಂಗೇರಿಯಲ್ಲಿ ಬಿಇಓ ಆಗಿ ಕೆಲಸ ಮಾಡುತ್ತಿದ್ದ ಹನುಮಂತರಾಯಪ್ಪನವರ ಉತ್ತಮ ಕೆಲಸಗಳನ್ನು ಕಂಡು ಮಧುಗಿರಿಗೆ ಬಿಇಓ ಆಗಿ ಇವರೇ ಬೇಕು ಎಂದು ಬಯಸಿದ್ದ ಬಹುತೇಕ ಶಿಕ್ಷಕರೇ ಇಂದು ಇವರ ಸರ್ವಾಧಿಕಾರಿ ಧೋರಣೆಯಿಂದ ಬೇಸತ್ತು ಇವರ ವರ್ಗಾವಣೆಗೆ ಪಟ್ಟು ಹಿಡಿದಿದ್ದು, ಇದು ತಾಲೂಕಿನ ಶಿಕ್ಷಕರು ಇವರಿಂದ ಎಷ್ಟು ನೊಂದಿದ್ದಾರೆ ಎಂಬುದನ್ನು ತೋರಿಸುತ್ತದೆ. [756, 159, 900, 263]
article-paragraph: ಕಂದಿಕೆರೆ ಕರ್ನಾಟಕ ಗ್ರಾಮೀಣ ಬ್ಯಾಂಕ್ ಹಾಗೂ ಚಿಕ್ಕನಾಯಕನಹಳ್ಳಿ ಆರ್ಥಿಕ ಸಾಕ್ಷರತಾ ಕೇಂದ್ರ ಇವರ ಜಂಟಿ ಆಶ್ರಯದಲ್ಲಿ ಕಂದಿಕೆರೆ ಗ್ರಾಮ ಪಂಚಾಯಿತಿ ವ್ಯಾಪ್ತಿಯಲ್ಲಿರುವ ಸಾದರಹಳ್ಳಿಯಲ್ಲಿ ಏರ್ಪಡಿಸಿದ್ದ ಜನ ಸುರಕ್ಷಾ ಶಿಬಿರ ಉದ್ಘಾಟಿಸಿ, ಈ ಯೋಜನೆಗಳು ಬಡವ, ಬಲ್ಲಿದ ಶ್ರೀಮಂತ, ಎನ್ನದೆ ಎಲ್ಲರೂ ಬ್ಯಾಂಕುಗಳ ಮುಖಾಂತರ ನೋಂದಾಯಿಸಿಕೊಳ್ಳಬೇಕೆಂದು ಕರೆ ನೀಡಿದರು. [45, 626, 188, 718]
